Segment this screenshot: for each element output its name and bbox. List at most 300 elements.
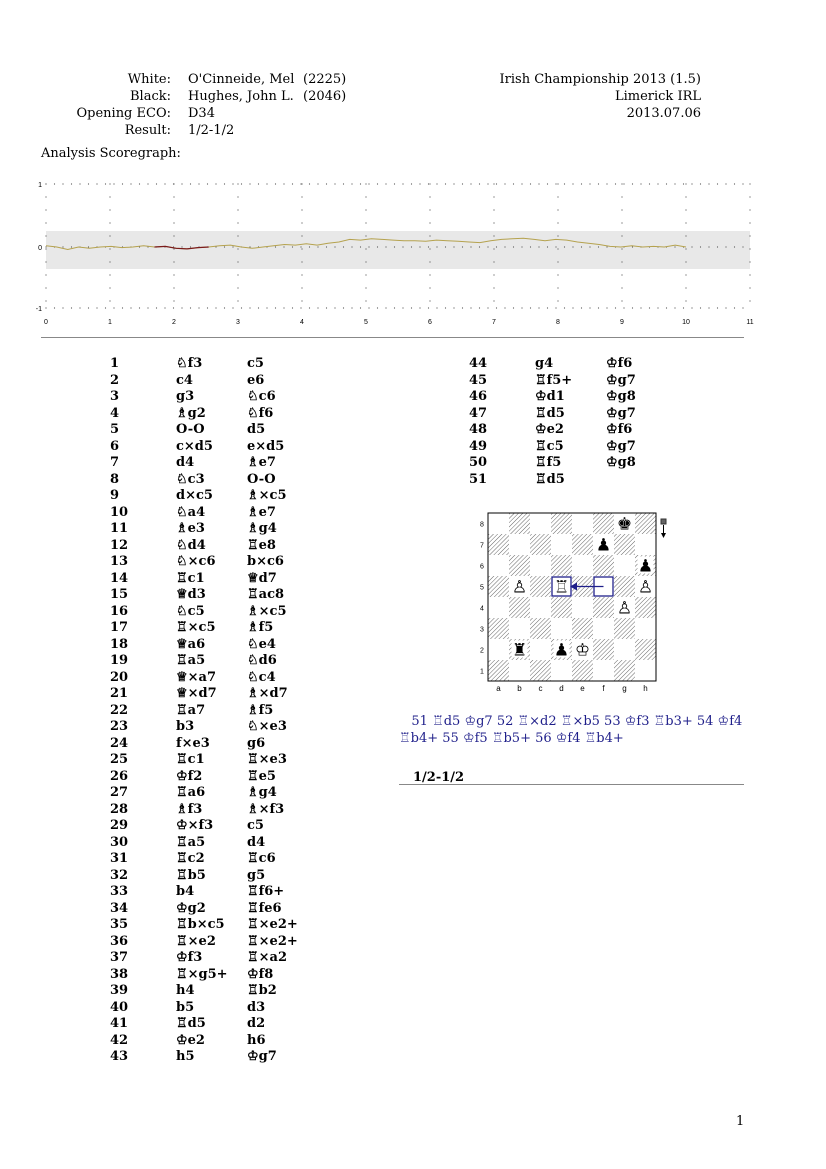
result-label: Result: <box>124 123 171 138</box>
rank-label: 7 <box>480 542 484 550</box>
black-move: g5 <box>247 867 266 883</box>
move-row <box>110 917 307 934</box>
chess-piece: ♟ <box>553 640 570 661</box>
white-move: ♗f3 <box>176 801 203 817</box>
board-square <box>572 555 593 576</box>
move-number: 35 <box>110 917 129 932</box>
x-tick-label: 8 <box>556 319 560 326</box>
move-number: 8 <box>110 471 120 487</box>
white-move: ♔×f3 <box>176 818 214 833</box>
black-move: ♔f8 <box>247 966 274 982</box>
move-row <box>110 802 307 819</box>
white-move: ♔f2 <box>176 768 203 784</box>
move-number: 12 <box>110 537 129 553</box>
move-row <box>110 373 307 390</box>
move-number: 27 <box>110 785 129 800</box>
board-square <box>572 660 593 681</box>
divider <box>41 337 744 338</box>
board-square <box>614 555 635 576</box>
file-label: a <box>496 684 501 693</box>
move-row <box>110 835 307 852</box>
rank-label: 1 <box>480 668 484 676</box>
white-move: f×e3 <box>176 735 210 751</box>
move-row <box>110 620 307 637</box>
x-tick-label: 2 <box>172 319 176 326</box>
move-row <box>110 521 307 538</box>
eco-label: Opening ECO: <box>76 106 171 121</box>
rank-label: 6 <box>480 563 484 571</box>
chess-piece: ♙ <box>637 577 654 598</box>
move-number: 28 <box>110 801 129 817</box>
y-tick-label: 0 <box>38 245 42 252</box>
move-row <box>110 505 307 522</box>
white-move: b4 <box>176 884 195 899</box>
move-row <box>110 818 307 835</box>
move-number: 11 <box>110 521 129 536</box>
board-square <box>572 513 593 534</box>
move-number: 20 <box>110 669 129 685</box>
move-number: 41 <box>110 1016 129 1031</box>
move-number: 33 <box>110 884 129 899</box>
move-row <box>110 1000 307 1017</box>
black-move: ♘c6 <box>247 389 276 404</box>
move-number: 51 <box>469 471 488 487</box>
board-square <box>509 513 530 534</box>
board-square <box>593 597 614 618</box>
move-number: 2 <box>110 372 120 388</box>
move-number: 26 <box>110 768 129 784</box>
move-number: 9 <box>110 488 120 503</box>
move-number: 16 <box>110 603 129 619</box>
chess-piece: ♟ <box>637 556 654 577</box>
board-square <box>551 618 572 639</box>
board-square <box>593 513 614 534</box>
black-move: ♗×d7 <box>247 686 288 701</box>
white-move: ♗g2 <box>176 405 206 421</box>
board-square <box>593 639 614 660</box>
board-square <box>635 618 656 639</box>
move-number: 43 <box>110 1049 129 1064</box>
variation-line-1 <box>399 713 749 730</box>
black-move: ♗e7 <box>247 504 276 520</box>
white-move: ♖c1 <box>176 570 205 586</box>
move-row <box>110 488 307 505</box>
black-move: ♗f5 <box>247 620 274 635</box>
move-number: 36 <box>110 933 129 949</box>
rank-label: 8 <box>480 521 484 529</box>
black-move: e×d5 <box>247 438 285 454</box>
black-move: ♔g8 <box>606 455 636 470</box>
black-move: ♗f5 <box>247 702 274 718</box>
board-square <box>635 513 656 534</box>
event-name: Irish Championship 2013 (1.5) <box>499 72 701 87</box>
move-number: 42 <box>110 1032 129 1048</box>
white-move: ♔e2 <box>176 1032 205 1048</box>
black-move: ♖×e2+ <box>247 933 298 949</box>
x-tick-label: 9 <box>620 319 624 326</box>
move-row <box>469 472 666 489</box>
board-square <box>614 639 635 660</box>
analysis-variation <box>399 713 749 747</box>
board-square <box>530 513 551 534</box>
move-number: 38 <box>110 966 129 982</box>
board-square <box>551 513 572 534</box>
white-move: ♔f3 <box>176 950 203 965</box>
chess-piece: ♜ <box>511 640 528 661</box>
move-row <box>110 934 307 951</box>
move-row <box>110 736 307 753</box>
move-number: 21 <box>110 686 129 701</box>
black-move: ♖×e3 <box>247 752 287 767</box>
white-move: ♘a4 <box>176 504 206 520</box>
black-move: d2 <box>247 1016 266 1031</box>
analysis-scoregraph <box>28 175 768 327</box>
black-move: ♕d7 <box>247 570 277 586</box>
move-number: 19 <box>110 653 129 668</box>
board-square <box>509 618 530 639</box>
move-row <box>110 752 307 769</box>
white-move: c×d5 <box>176 438 213 454</box>
move-row <box>469 406 666 423</box>
move-row <box>110 785 307 802</box>
white-move: ♘c3 <box>176 471 205 487</box>
black-label: Black: <box>130 89 171 104</box>
white-move: ♔e2 <box>535 422 564 437</box>
scoregraph-title: Analysis Scoregraph: <box>41 146 181 161</box>
rank-label: 3 <box>480 626 484 634</box>
white-move: c4 <box>176 372 193 388</box>
equality-band <box>46 231 750 269</box>
black-move: ♘c4 <box>247 669 276 685</box>
black-move: ♗×f3 <box>247 801 285 817</box>
board-square <box>530 534 551 555</box>
black-move: ♔f6 <box>606 422 633 437</box>
board-square <box>488 513 509 534</box>
board-square <box>551 534 572 555</box>
move-number: 14 <box>110 570 129 586</box>
white-move: ♕×d7 <box>176 686 217 701</box>
rank-label: 4 <box>480 605 484 613</box>
white-move: ♖a6 <box>176 785 206 800</box>
move-number: 40 <box>110 999 129 1015</box>
file-label: f <box>602 684 605 693</box>
black-move: ♘f6 <box>247 405 274 421</box>
move-number: 32 <box>110 867 129 883</box>
move-row <box>110 604 307 621</box>
board-square <box>551 660 572 681</box>
white-move: ♖d5 <box>535 405 565 421</box>
x-tick-label: 3 <box>236 319 240 326</box>
board-square <box>635 597 656 618</box>
black-move: ♘d6 <box>247 653 277 668</box>
board-square <box>593 555 614 576</box>
move-number: 47 <box>469 405 488 421</box>
black-move: ♖e5 <box>247 768 276 784</box>
eco-code: D34 <box>188 106 215 121</box>
white-elo: (2225) <box>303 72 347 87</box>
move-number: 39 <box>110 983 129 998</box>
black-move: b×c6 <box>247 554 284 569</box>
move-number: 50 <box>469 455 488 470</box>
black-player-name: Hughes, John L. <box>188 89 294 104</box>
chess-piece: ♔ <box>574 640 591 661</box>
board-square <box>614 534 635 555</box>
black-move: ♔g7 <box>247 1049 277 1064</box>
x-tick-label: 1 <box>108 319 112 326</box>
white-move: ♕×a7 <box>176 669 217 685</box>
white-move: ♖a7 <box>176 702 206 718</box>
move-row <box>469 439 666 456</box>
board-square <box>614 576 635 597</box>
board-square <box>551 597 572 618</box>
x-tick-label: 7 <box>492 319 496 326</box>
black-move: c5 <box>247 356 264 371</box>
move-row <box>110 538 307 555</box>
board-square <box>488 576 509 597</box>
board-square <box>488 555 509 576</box>
file-label: d <box>559 684 564 693</box>
move-number: 31 <box>110 851 129 866</box>
file-label: c <box>538 684 543 693</box>
board-square <box>635 660 656 681</box>
board-square <box>593 618 614 639</box>
black-elo: (2046) <box>303 89 347 104</box>
white-move: ♘c5 <box>176 603 205 619</box>
white-move: ♖d5 <box>535 471 565 487</box>
white-move: ♖b×c5 <box>176 917 225 932</box>
x-tick-label: 6 <box>428 319 432 326</box>
move-row <box>110 901 307 918</box>
move-row <box>110 670 307 687</box>
x-tick-label: 0 <box>44 319 48 326</box>
move-row <box>110 1049 307 1066</box>
black-move: ♖c6 <box>247 851 276 866</box>
move-number: 7 <box>110 455 120 470</box>
move-row <box>110 983 307 1000</box>
result-underline <box>399 784 744 785</box>
move-row <box>110 769 307 786</box>
move-number: 23 <box>110 719 129 734</box>
move-number: 37 <box>110 950 129 965</box>
move-number: 15 <box>110 587 129 602</box>
chess-board <box>478 511 678 700</box>
move-row <box>110 455 307 472</box>
black-move: d3 <box>247 999 266 1015</box>
white-move: h4 <box>176 983 195 998</box>
move-list-left <box>110 356 307 1066</box>
black-move: ♖×e2+ <box>247 917 298 932</box>
board-square <box>530 660 551 681</box>
board-square <box>509 597 530 618</box>
y-tick-label: -1 <box>35 306 42 313</box>
chess-piece: ♚ <box>616 514 633 535</box>
y-tick-label: 1 <box>38 182 42 189</box>
file-label: h <box>643 684 648 693</box>
black-move: h6 <box>247 1032 266 1048</box>
black-move: ♖f6+ <box>247 884 285 899</box>
move-number: 46 <box>469 389 488 404</box>
white-move: ♖a5 <box>176 653 206 668</box>
white-move: ♖×e2 <box>176 933 216 949</box>
move-number: 10 <box>110 504 129 520</box>
black-move <box>606 472 666 489</box>
move-row <box>110 1033 307 1050</box>
black-move: ♘e4 <box>247 636 276 652</box>
move-row <box>110 439 307 456</box>
chess-piece: ♖ <box>553 577 570 598</box>
variation-line-2 <box>399 730 749 747</box>
file-label: g <box>622 684 627 693</box>
chess-piece: ♙ <box>616 598 633 619</box>
board-square <box>614 660 635 681</box>
white-move: d4 <box>176 455 195 470</box>
black-move: ♖e8 <box>247 537 276 553</box>
move-row <box>110 356 307 373</box>
board-diagram <box>478 511 678 696</box>
rank-label: 2 <box>480 647 484 655</box>
white-move: d×c5 <box>176 488 213 503</box>
move-row <box>110 703 307 720</box>
move-number: 4 <box>110 405 120 421</box>
move-row <box>110 967 307 984</box>
x-tick-label: 11 <box>746 319 754 326</box>
move-list-right <box>469 356 666 488</box>
white-move: ♖c2 <box>176 851 205 866</box>
move-number: 29 <box>110 818 129 833</box>
final-result: 1/2-1/2 <box>413 770 465 785</box>
white-move: ♖f5 <box>535 455 562 470</box>
x-tick-label: 10 <box>682 319 690 326</box>
black-move: d4 <box>247 834 266 850</box>
black-move: ♔f6 <box>606 356 633 371</box>
black-move: ♗g4 <box>247 785 277 800</box>
board-square <box>530 597 551 618</box>
move-number: 30 <box>110 834 129 850</box>
side-to-move-arrowhead <box>661 533 666 538</box>
move-number: 18 <box>110 636 129 652</box>
rank-label: 5 <box>480 584 484 592</box>
board-square <box>572 534 593 555</box>
game-result: 1/2-1/2 <box>188 123 235 138</box>
move-row <box>110 719 307 736</box>
move-row <box>110 686 307 703</box>
white-move: ♖a5 <box>176 834 206 850</box>
board-square <box>530 618 551 639</box>
white-move: g3 <box>176 389 195 404</box>
move-row <box>110 571 307 588</box>
move-row <box>110 868 307 885</box>
variation-text-1: 51 ♖d5 ♔g7 52 ♖×d2 ♖×b5 53 ♔f3 ♖b3+ 54 ♔f4 <box>411 714 743 729</box>
file-label: e <box>580 684 585 693</box>
board-square <box>572 618 593 639</box>
white-label: White: <box>127 72 171 87</box>
move-row <box>110 637 307 654</box>
board-square <box>614 618 635 639</box>
move-number: 3 <box>110 389 120 404</box>
move-row <box>110 406 307 423</box>
move-number: 34 <box>110 900 129 916</box>
board-square <box>488 597 509 618</box>
move-number: 49 <box>469 438 488 454</box>
x-tick-label: 4 <box>300 319 304 326</box>
move-row <box>110 422 307 439</box>
white-move: ♘d4 <box>176 537 206 553</box>
chess-piece: ♟ <box>595 535 612 556</box>
black-move: O-O <box>247 471 276 487</box>
move-number: 44 <box>469 356 488 371</box>
white-move: b3 <box>176 719 195 734</box>
variation-text-2: ♖b4+ 55 ♔f5 ♖b5+ 56 ♔f4 ♖b4+ <box>399 731 624 746</box>
black-move: ♖ac8 <box>247 587 285 602</box>
white-move: ♘×c6 <box>176 554 216 569</box>
move-row <box>110 1016 307 1033</box>
white-move: ♖×c5 <box>176 620 216 635</box>
white-move: ♕a6 <box>176 636 206 652</box>
header-values <box>188 71 294 139</box>
white-move: ♔d1 <box>535 389 565 404</box>
black-move: ♖b2 <box>247 983 277 998</box>
white-move: ♖c5 <box>535 438 564 454</box>
black-move: ♗e7 <box>247 455 276 470</box>
move-row <box>110 587 307 604</box>
move-number: 25 <box>110 752 129 767</box>
white-move: ♖c1 <box>176 752 205 767</box>
move-row <box>110 884 307 901</box>
black-move: ♔g8 <box>606 389 636 404</box>
board-square <box>509 660 530 681</box>
site-name: Limerick IRL <box>614 89 701 104</box>
black-move: ♗×c5 <box>247 488 287 503</box>
white-move: ♘f3 <box>176 356 203 371</box>
move-number: 48 <box>469 422 488 437</box>
file-label: b <box>517 684 522 693</box>
move-row <box>469 373 666 390</box>
black-move: ♔g7 <box>606 372 636 388</box>
move-row <box>469 389 666 406</box>
black-move: ♖fe6 <box>247 900 282 916</box>
white-move: ♖×g5+ <box>176 966 228 982</box>
black-move: ♘×e3 <box>247 719 287 734</box>
board-square <box>530 576 551 597</box>
move-row <box>469 422 666 439</box>
game-date: 2013.07.06 <box>626 106 701 121</box>
move-number: 24 <box>110 735 129 751</box>
move-row <box>469 356 666 373</box>
move-number: 45 <box>469 372 488 388</box>
move-number: 6 <box>110 438 120 454</box>
white-move: O-O <box>176 422 205 437</box>
move-number: 1 <box>110 356 120 371</box>
move-number: 5 <box>110 422 120 437</box>
board-square <box>635 534 656 555</box>
board-square <box>635 639 656 660</box>
board-square <box>509 534 530 555</box>
move-row <box>110 653 307 670</box>
move-row <box>110 554 307 571</box>
board-square <box>488 618 509 639</box>
white-move: ♖f5+ <box>535 372 573 388</box>
move-number: 17 <box>110 620 129 635</box>
black-move: d5 <box>247 422 266 437</box>
black-move: ♗g4 <box>247 521 277 536</box>
white-move: g4 <box>535 356 554 371</box>
x-tick-label: 5 <box>364 319 368 326</box>
header-labels <box>40 71 171 139</box>
move-row <box>110 389 307 406</box>
move-row <box>110 950 307 967</box>
white-move: ♖b5 <box>176 867 206 883</box>
header-event-info <box>500 71 701 122</box>
